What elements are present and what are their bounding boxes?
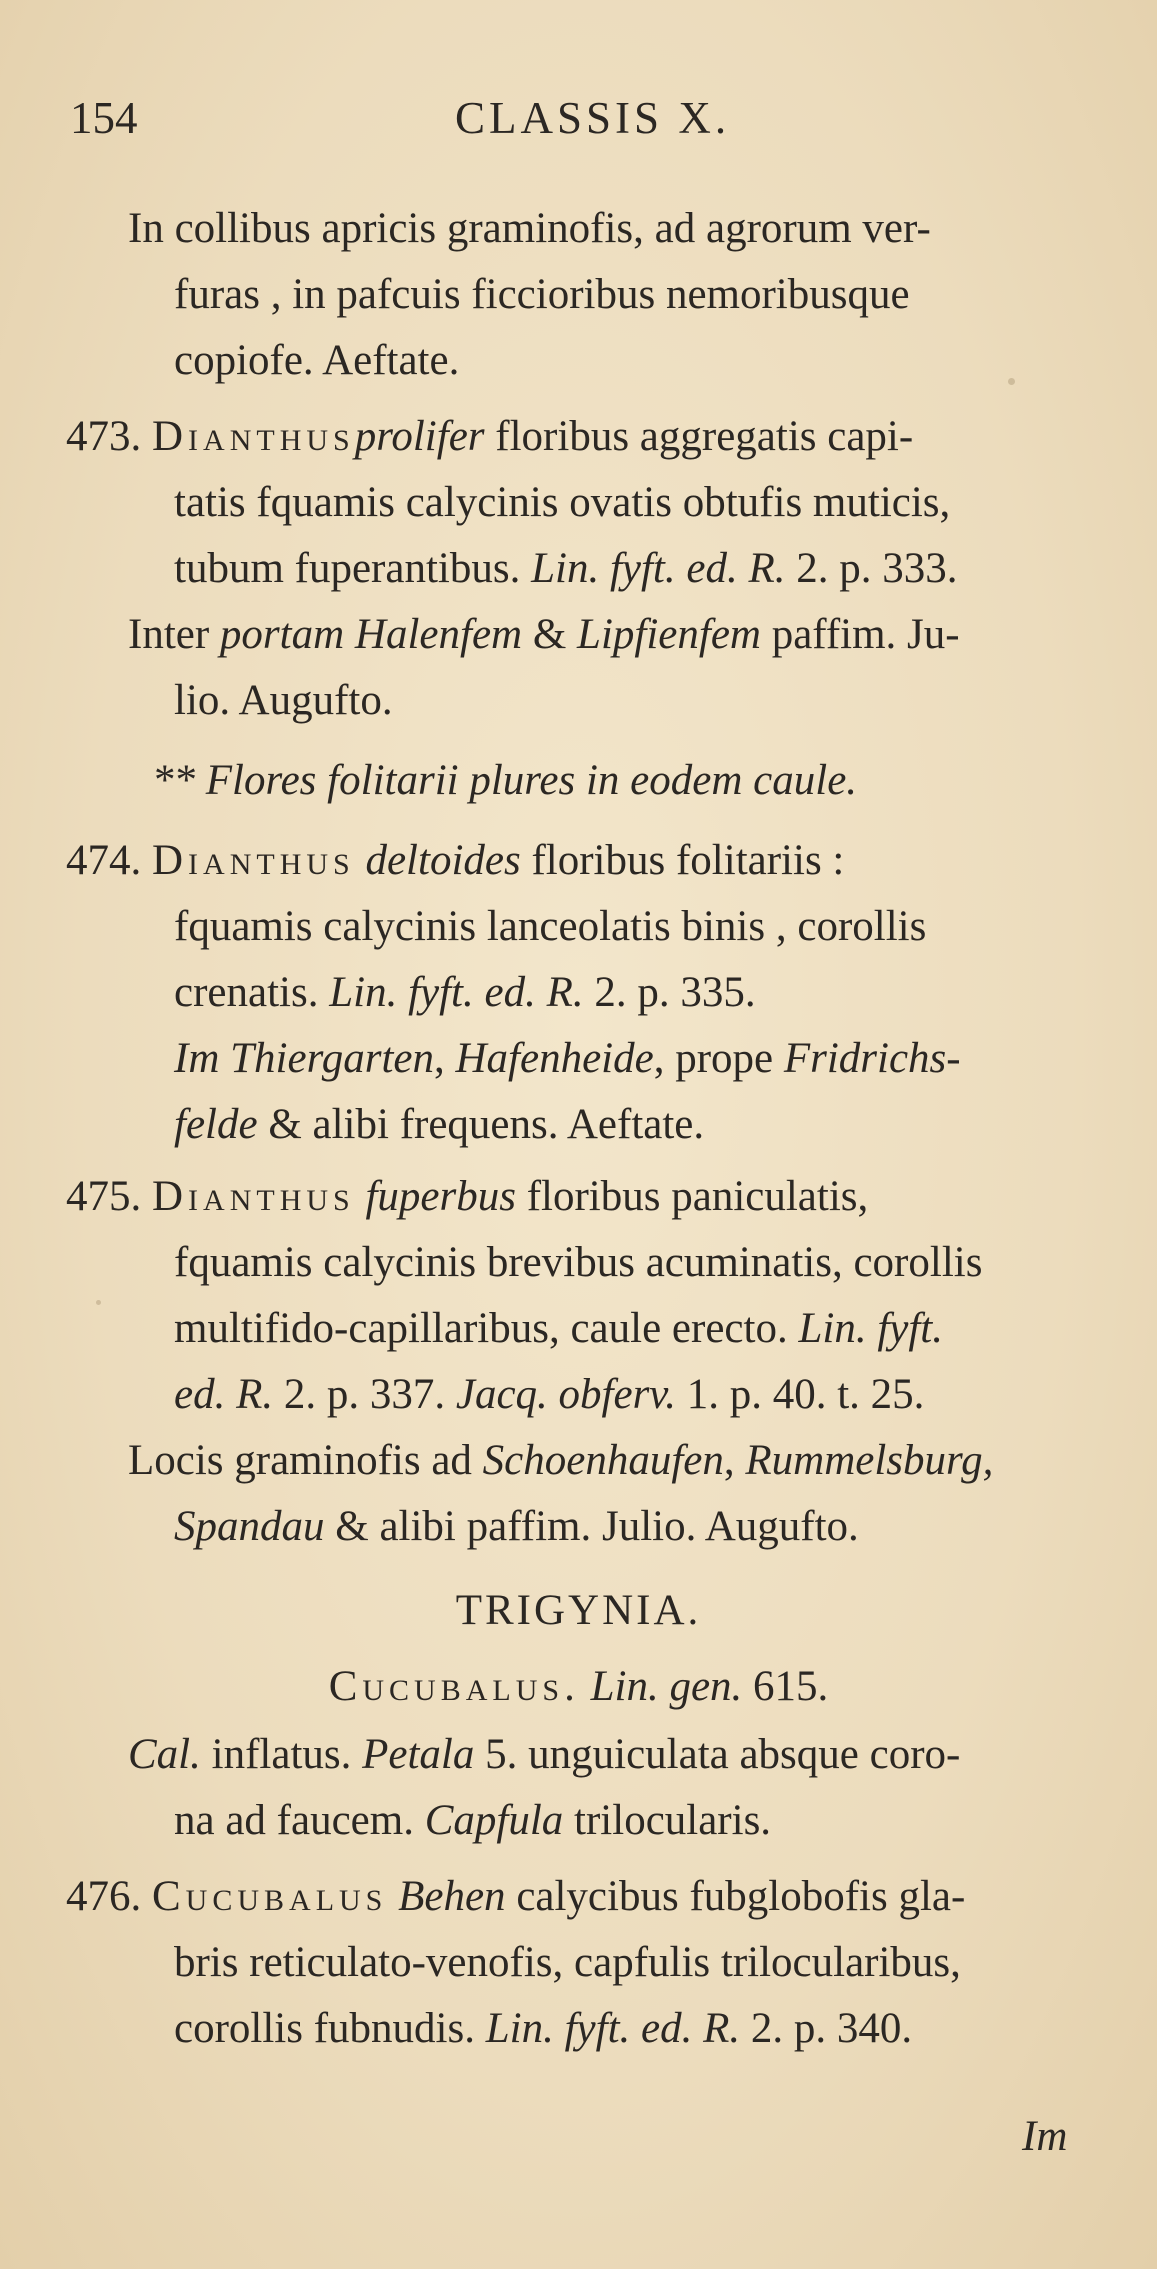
character-text-2b: trilocularis. (574, 1797, 772, 1844)
entry-473-species: prolifer (354, 413, 485, 460)
entry-474-sep: , (433, 1035, 445, 1082)
entry-475-reference-2: Jacq. obferv. (455, 1371, 676, 1418)
page-number: 154 (70, 93, 138, 143)
entry-474-locality-3: Fridrichs- (783, 1035, 961, 1082)
entry-475-locality-2: Rummelsburg, (745, 1437, 994, 1484)
entry-475-line-2: fquamis calycinis brevibus acuminatis, corollis (174, 1239, 983, 1286)
entry-474-text-4b: , prope (653, 1035, 774, 1082)
entry-475-text-5a: Locis graminofis ad (128, 1437, 472, 1484)
entry-475-species: fuperbus (365, 1173, 516, 1220)
intro-line-1: In collibus apricis graminofis, ad agrorum ver- (128, 205, 931, 252)
entry-474-species: deltoides (365, 837, 521, 884)
entry-475-line-5 (128, 1428, 993, 1494)
entry-476-genus: Cucubalus (152, 1873, 388, 1920)
entry-473-line-5: lio. Augufto. (174, 677, 393, 724)
entry-476-species: Behen (398, 1873, 506, 1920)
entry-476-reference: Lin. fyft. ed. R. (485, 2005, 741, 2052)
entry-475-locality-3: Spandau (174, 1503, 325, 1550)
entry-475-text-3a: multifido-capillaribus, caule erecto. (174, 1305, 788, 1352)
character-capsula: Capfula (424, 1797, 564, 1844)
entry-473-line-3 (174, 536, 957, 602)
entry-474-text-3b: 2. p. 335. (594, 969, 756, 1016)
entry-474-line-1 (66, 828, 844, 894)
entry-475-text-1: floribus paniculatis, (526, 1173, 869, 1220)
entry-475-genus: Dianthus (152, 1173, 355, 1220)
entry-476-line-1 (66, 1864, 965, 1930)
entry-475-locality-1: Schoenhaufen (482, 1437, 724, 1484)
entry-474-locality-1: Im Thiergarten (174, 1035, 434, 1082)
entry-476-text-3b: 2. p. 340. (750, 2005, 913, 2052)
paper-speck (640, 628, 644, 632)
running-title: CLASSIS X. (455, 93, 731, 143)
entry-474-line-2: fquamis calycinis lanceolatis binis , corollis (174, 903, 927, 950)
genus-reference: Lin. gen. (590, 1663, 743, 1710)
entry-475-text-4a: 2. p. 337. (283, 1371, 446, 1418)
entry-473-text-4b: paffim. Ju- (771, 611, 960, 658)
entry-475-text-4b: 1. p. 40. t. 25. (686, 1371, 925, 1418)
entry-475-line-1 (66, 1164, 868, 1230)
character-text-1a: inflatus. (211, 1731, 352, 1778)
entry-473-text-3b: 2. p. 333. (796, 545, 958, 592)
entry-474-text-5b: & alibi frequens. Aeftate. (268, 1101, 705, 1148)
entry-473-text-3a: tubum fuperantibus. (174, 545, 521, 592)
genus-number: 615. (753, 1663, 829, 1710)
entry-473-text-1: floribus aggregatis capi- (495, 413, 914, 460)
entry-474-genus: Dianthus (152, 837, 355, 884)
character-text-1b: 5. unguiculata absque coro- (485, 1731, 961, 1778)
paper-speck (1008, 378, 1015, 385)
entry-475-sep: , (723, 1437, 735, 1484)
character-line-2 (174, 1788, 771, 1854)
paper-speck (96, 1300, 101, 1305)
entry-475-reference-cont: ed. R. (174, 1371, 274, 1418)
entry-474-number: 474. (66, 837, 142, 884)
entry-474-line-5 (174, 1092, 704, 1158)
intro-line-3: copiofe. Aeftate. (174, 337, 460, 384)
entry-473-locality-2: Lipfienfem (577, 611, 761, 658)
entry-475-line-4 (174, 1362, 924, 1428)
genus-heading (0, 1654, 1157, 1720)
entry-475-text-6b: & alibi paffim. Julio. Augufto. (335, 1503, 859, 1550)
entry-473-line-1 (66, 404, 913, 470)
entry-475-reference: Lin. fyft. (798, 1305, 943, 1352)
entry-475-line-3 (174, 1296, 943, 1362)
entry-476-number: 476. (66, 1873, 142, 1920)
page-header (70, 92, 1070, 152)
entry-476-line-3 (174, 1996, 912, 2062)
entry-473-line-4 (128, 602, 960, 668)
entry-473-text-4a: Inter (128, 611, 210, 658)
section-heading-flores: ** Flores folitarii plures in eodem caule. (152, 757, 858, 804)
entry-474-locality-3b: felde (174, 1101, 258, 1148)
character-cal: Cal. (128, 1731, 201, 1778)
entry-474-reference: Lin. fyft. ed. R. (329, 969, 584, 1016)
genus-name: Cucubalus. (328, 1663, 580, 1710)
entry-473-amp: & (532, 611, 567, 658)
entry-473-locality-1: portam Halenfem (219, 611, 523, 658)
entry-474-text-1: floribus folitariis : (531, 837, 845, 884)
entry-475-number: 475. (66, 1173, 142, 1220)
section-heading-trigynia: TRIGYNIA. (455, 1587, 702, 1634)
entry-474-text-3a: crenatis. (174, 969, 319, 1016)
entry-476-line-2: bris reticulato-venofis, capfulis trilocularibus, (174, 1939, 961, 1986)
character-petala: Petala (362, 1731, 475, 1778)
entry-474-line-4 (174, 1026, 961, 1092)
entry-473-genus: Dianthus (152, 413, 355, 460)
entry-473-reference: Lin. fyft. ed. R. (531, 545, 786, 592)
entry-473-number: 473. (66, 413, 142, 460)
intro-line-2: furas , in pafcuis ficcioribus nemoribusque (174, 271, 910, 318)
catchword: Im (1022, 2113, 1068, 2160)
entry-476-text-3a: corollis fubnudis. (174, 2005, 475, 2052)
character-text-2a: na ad faucem. (174, 1797, 414, 1844)
entry-474-locality-2: Hafenheide (455, 1035, 654, 1082)
character-line-1 (128, 1722, 960, 1788)
entry-476-text-1: calycibus fubglobofis gla- (516, 1873, 966, 1920)
entry-473-line-2: tatis fquamis calycinis ovatis obtufis muticis, (174, 479, 951, 526)
entry-474-line-3 (174, 960, 756, 1026)
entry-475-line-6 (174, 1494, 859, 1560)
